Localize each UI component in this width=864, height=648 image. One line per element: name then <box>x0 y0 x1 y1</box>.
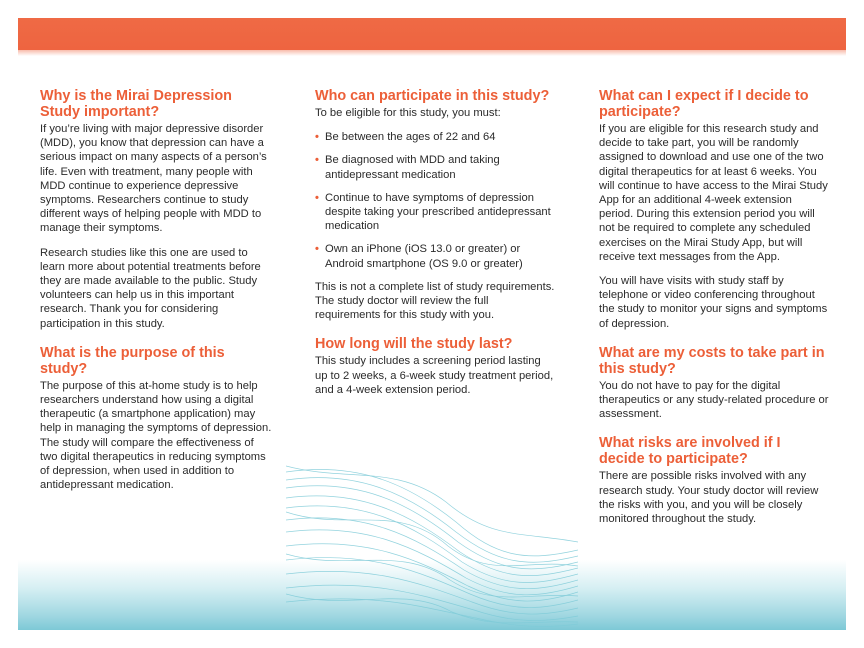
paragraph-eligibility-intro: To be eligible for this study, you must: <box>315 107 501 119</box>
column-3 <box>599 88 829 526</box>
heading-why-important: Why is the Mirai Depression Study important? <box>40 88 232 120</box>
paragraph-mdd-impact: If you’re living with major depressive disorder (MDD), you know that depression can have a serious impact on many aspects of a person’s life. Even with treatment, many people with MDD continue to experience depressive symptoms. Researchers continue to study different ways of helping people with MDD to manage their symptoms. <box>40 123 267 235</box>
column-2 <box>315 88 555 397</box>
heading-what-to-expect: What can I expect if I decide to participate? <box>599 88 809 120</box>
paragraph-costs: You do not have to pay for the digital therapeutics or any study-related procedure or assessment. <box>599 379 829 421</box>
paragraph-not-complete-list: This is not a complete list of study requirements. The study doctor will review the full requirements for this study with you. <box>315 280 555 322</box>
heading-who-can-participate: Who can participate in this study? <box>315 88 550 104</box>
heading-risks: What risks are involved if I decide to participate? <box>599 435 781 468</box>
paragraph-risks: There are possible risks involved with any research study. Your study doctor will review the risks with you, and you will be closely monitored throughout the study. <box>599 470 819 526</box>
paragraph-expectations: If you are eligible for this research study and decide to take part, you will be randomly assigned to download and use one of the two digital therapeutics for at least 6 weeks. You will continue to have access to the Mirai Study App for an additional 4-week extension period. During this extension period you will not be required to complete any scheduled exercises on the Mirai Study App, but will receive text messages from the App. <box>599 123 828 263</box>
heading-costs: What are my costs to take part in this study? <box>599 344 825 377</box>
list-item: • Be diagnosed with MDD and taking antidepressant medication <box>315 154 500 181</box>
heading-purpose: What is the purpose of this study? <box>40 344 225 377</box>
bullet-icon: • <box>315 243 319 256</box>
list-item: • Own an iPhone (iOS 13.0 or greater) or Android smartphone (OS 9.0 or greater) <box>315 243 523 270</box>
paragraph-purpose: The purpose of this at-home study is to help researchers understand how using a digital therapeutic (a smartphone application) may help in managing the symptoms of depression. The study will compare the effectiveness of two digital therapeutics in reducing symptoms of depression, when used in addition to antidepressant medication. <box>40 379 272 492</box>
list-item: • Continue to have symptoms of depression despite taking your prescribed antidepressant medication <box>315 191 551 233</box>
heading-how-long: How long will the study last? <box>315 336 513 353</box>
paragraph-visits: You will have visits with study staff by telephone or video conferencing throughout the study to monitor your signs and symptoms of depression. <box>599 275 828 330</box>
list-item: • Be between the ages of 22 and 64 <box>315 131 496 144</box>
eligibility-list <box>315 130 555 271</box>
bullet-icon: • <box>315 154 319 167</box>
bullet-icon: • <box>315 131 319 144</box>
paragraph-research-studies: Research studies like this one are used to learn more about potential treatments before they are made available to the public. Study volunteers can help us in this important research. Thank you for considering participation in this study. <box>40 246 261 330</box>
column-1 <box>40 88 272 492</box>
wave-lines-graphic <box>286 462 578 630</box>
bullet-icon: • <box>315 191 319 204</box>
paragraph-duration: This study includes a screening period lasting up to 2 weeks, a 6-week study treatment period, and a 4-week extension period. <box>315 355 554 396</box>
top-orange-band <box>18 18 846 50</box>
